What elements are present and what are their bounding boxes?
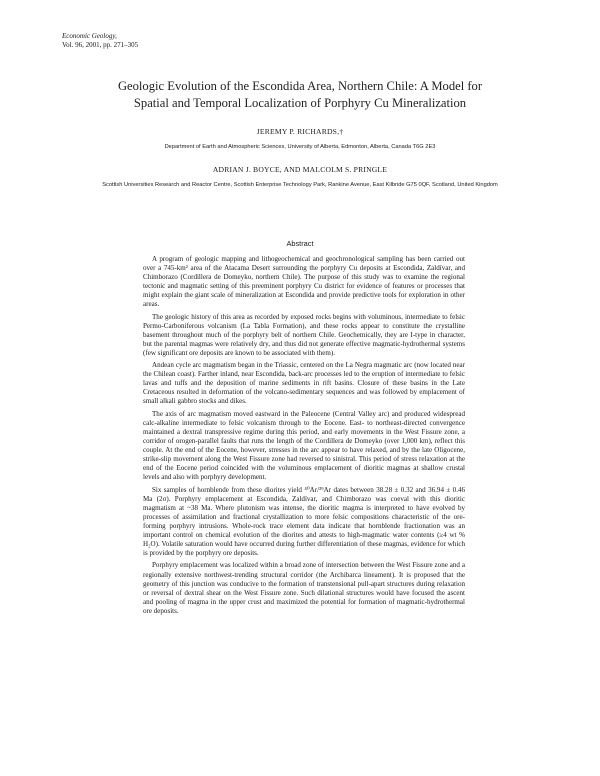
journal-name: Economic Geology, xyxy=(62,32,117,40)
paper-title-line2: Spatial and Temporal Localization of Porphyry Cu Mineralization xyxy=(133,96,467,110)
abstract-paragraph: Six samples of hornblende from these diorites yield ⁴⁰Ar/³⁹Ar dates between 38.28 ± 0.32 and 36.94 ± 0.46 Ma (2σ). Porphyry emplacement at Escondida, Zaldívar, and Chimborazo was coeval with this dioritic magmatism at ~38 Ma. Where plutonism was intense, the dioritic magma is interpreted to have evolved by processes of assimilation and fractional crystallization to more felsic compositions characteristic of the ore-forming porphyry intrusions. Whole-rock trace element data indicate that hornblende fractionation was an important control on chemical evolution of the diorites and attests to high-magmatic water contents (≥4 wt % H₂O). Volatile saturation would have occurred during further differentiation of these magmas, evidence for which is provided by the porphyry ore deposits. xyxy=(143,485,465,558)
affiliation-secondary: Scottish Universities Research and Reactor Centre, Scottish Enterprise Technology Park, Rankine Avenue, East Kilbride G75 0QF, Scotland, United Kingdom xyxy=(102,182,498,188)
paper-title-line1: Geologic Evolution of the Escondida Area, Northern Chile: A Model for xyxy=(117,79,483,93)
abstract-paragraph: A program of geologic mapping and lithogeochemical and geochronological sampling has been carried out over a 745-km² area of the Atacama Desert surrounding the porphyry Cu deposits at Escondida, Zaldívar, and Chimborazo (Cordillera de Domeyko, northern Chile). The purpose of this study was to examine the regional tectonic and magmatic setting of this preeminent porphyry Cu district for evidence of features or processes that might explain the giant scale of mineralization at Escondida and provide predictive tools for exploration in other areas. xyxy=(143,255,465,309)
abstract-heading: Abstract xyxy=(286,239,314,248)
abstract-paragraph: The axis of arc magmatism moved eastward in the Paleocene (Central Valley arc) and produced widespread calc-alkaline intermediate to felsic volcanism through to the Eocene. East- to northeast-directed convergence maintained a dextral transpressive regime during this period, and early movements in the West Fissure zone, a corridor of orogen-parallel faults that runs the length of the Cordillera de Domeyko (over 1,000 km), reflect this couple. At the end of the Eocene, however, stresses in the arc appear to have relaxed, and by the late Oligocene, strike-slip movement along the West Fissure zone had reversed to sinistral. This period of stress relaxation at the end of the Eocene period coincided with the voluminous emplacement of dioritic magmas at shallow crustal levels and also with porphyry development. xyxy=(143,409,465,482)
journal-volume: Vol. 96, 2001, pp. 271–305 xyxy=(62,41,139,49)
abstract-paragraph: The geologic history of this area as recorded by exposed rocks begins with voluminous, intermediate to felsic Permo-Carboniferous volcanism (La Tabla Formation), and these rocks appear to constitute the crystalline basement throughout much of the porphyry belt of northern Chile. Geochemically, they are I-type in character, but the parental magmas were relatively dry, and thus did not generate effective magmatic-hydrothermal systems (few significant ore deposits are known to be associated with them). xyxy=(143,312,465,357)
abstract-paragraph: Porphyry emplacement was localized within a broad zone of intersection between the West Fissure zone and a regionally extensive northwest-trending structural corridor (the Archibarca lineament). It is proposed that the geometry of this junction was conducive to the formation of transtensional pull-apart structures during relaxation or reversal of dextral shear on the West Fissure zone. Such dilational structures would have focused the ascent and pooling of magma in the upper crust and maximized the potential for formation of magmatic-hydrothermal ore deposits. xyxy=(143,561,465,615)
author-primary: JEREMY P. RICHARDS,† xyxy=(256,127,344,136)
abstract-body xyxy=(143,255,465,619)
paper-title xyxy=(60,78,540,112)
journal-citation xyxy=(62,32,138,50)
abstract-paragraph: Andean cycle arc magmatism began in the Triassic, centered on the La Negra magmatic arc (now located near the Chilean coast). Farther inland, near Escondida, back-arc processes led to the eruption of intermediate to felsic lavas and tuffs and the deposition of marine sediments in rift basins. Closure of these basins in the Late Cretaceous resulted in deformation of the volcano-sedimentary sequences and was followed by emplacement of small alkali gabbro stocks and dikes. xyxy=(143,361,465,406)
affiliation-primary: Department of Earth and Atmospheric Sciences, University of Alberta, Edmonton, Alberta, Canada T6G 2E3 xyxy=(164,144,436,150)
author-secondary: ADRIAN J. BOYCE, AND MALCOLM S. PRINGLE xyxy=(212,165,388,174)
